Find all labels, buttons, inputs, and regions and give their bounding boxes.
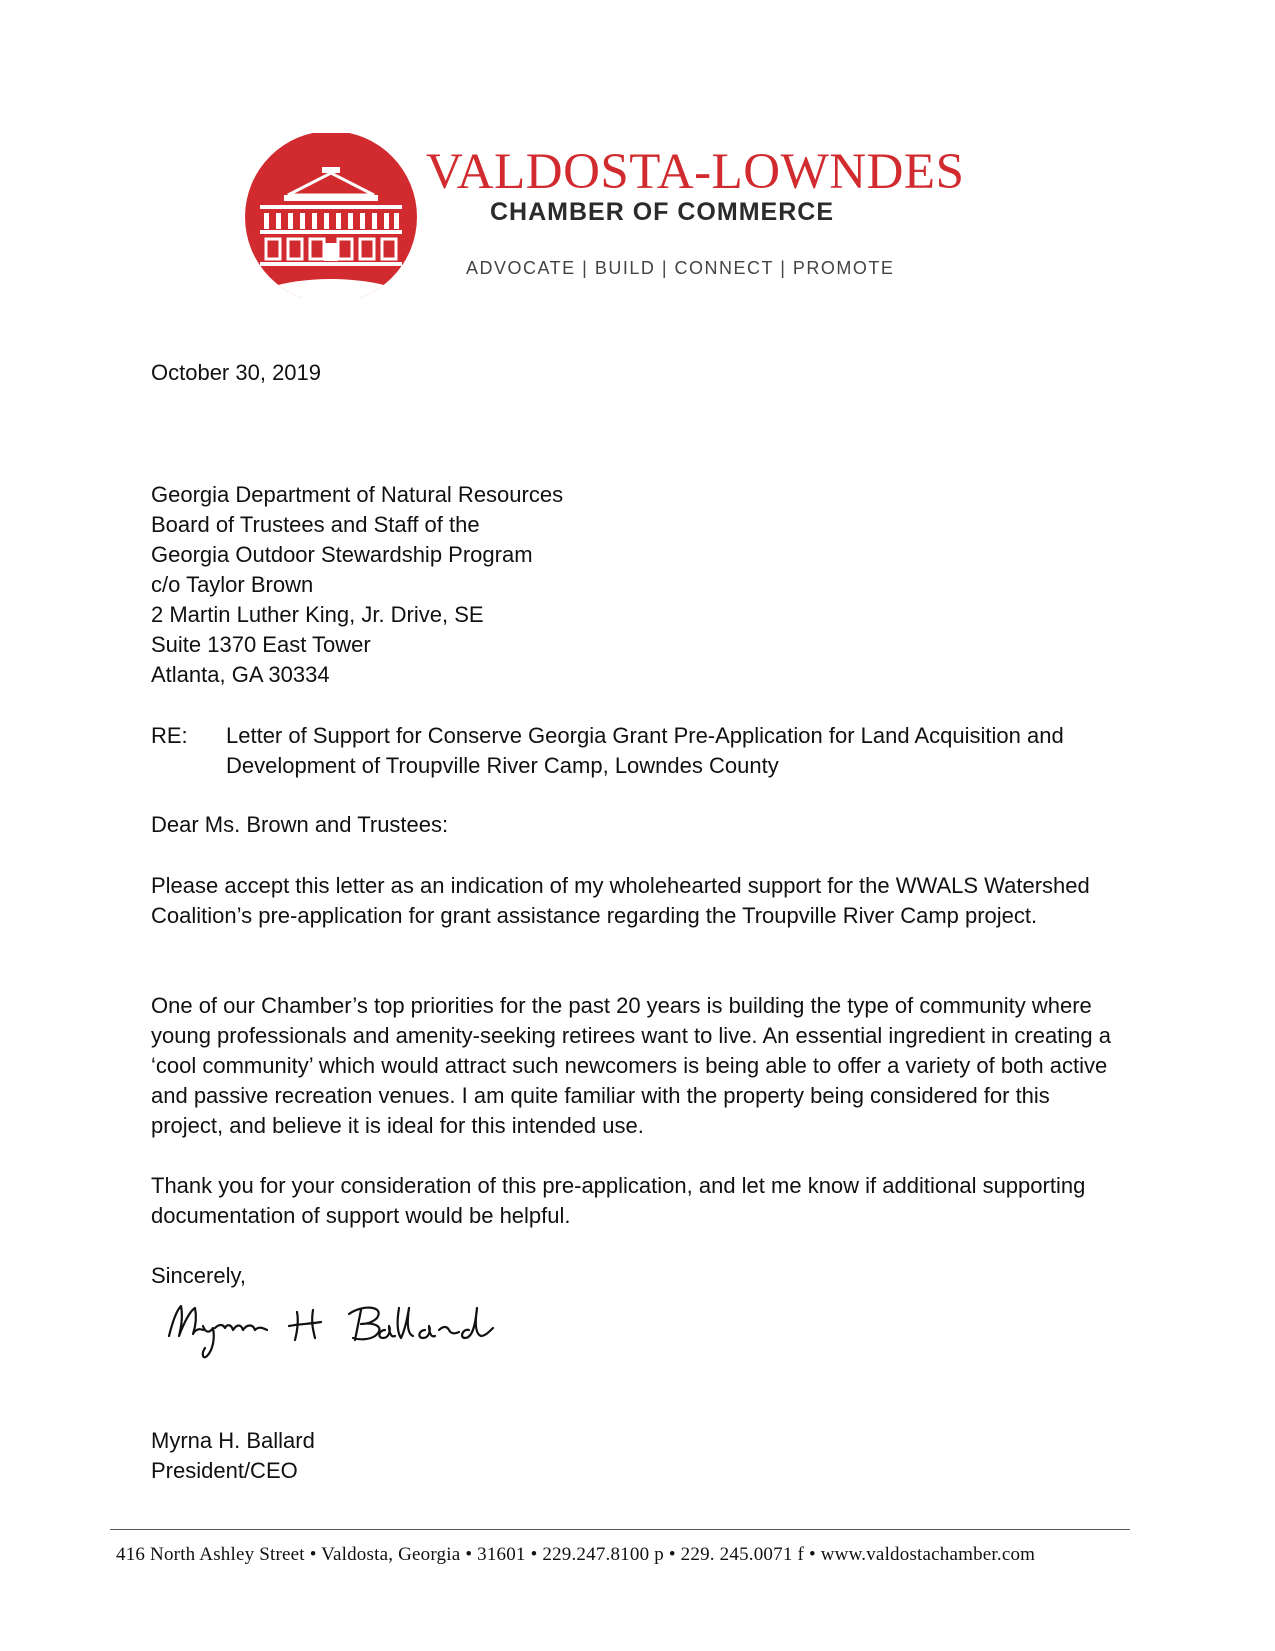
- address-line: 2 Martin Luther King, Jr. Drive, SE: [151, 602, 484, 627]
- chamber-logo-emblem: [236, 133, 426, 298]
- re-label: RE:: [151, 723, 188, 748]
- handwritten-signature: [163, 1290, 508, 1365]
- body-paragraph: Please accept this letter as an indication of my wholehearted support for the WWALS Watershed Coalition’s pre-application for grant assistance regarding the Troupville River Camp project.: [151, 873, 1090, 928]
- address-line: Georgia Outdoor Stewardship Program: [151, 542, 533, 567]
- courthouse-emblem-icon: [236, 133, 426, 298]
- signer-block: [151, 1426, 315, 1486]
- re-subject: Letter of Support for Conserve Georgia Grant Pre-Application for Land Acquisition and Development of Troupville River Camp, Lowndes County: [226, 723, 1064, 778]
- address-line: Atlanta, GA 30334: [151, 662, 330, 687]
- address-line: Board of Trustees and Staff of the: [151, 512, 480, 537]
- signer-name: Myrna H. Ballard: [151, 1428, 315, 1453]
- org-name: VALDOSTA-LOWNDES: [426, 144, 965, 200]
- address-line: Suite 1370 East Tower: [151, 632, 371, 657]
- org-tagline: ADVOCATE | BUILD | CONNECT | PROMOTE: [466, 258, 895, 278]
- address-line: c/o Taylor Brown: [151, 572, 314, 597]
- closing: Sincerely,: [151, 1263, 246, 1288]
- footer-contact: 416 North Ashley Street • Valdosta, Georgia • 31601 • 229.247.8100 p • 229. 245.0071 f • www.valdostachamber.com: [116, 1544, 1036, 1565]
- body-paragraph: Thank you for your consideration of this pre-application, and let me know if additional supporting documentation of support would be helpful.: [151, 1173, 1086, 1228]
- body-paragraph: One of our Chamber’s top priorities for the past 20 years is building the type of community where young professionals and amenity-seeking retirees want to live. An essential ingredient in creating a ‘cool community’ which would attract such newcomers is being able to offer a variety of both active and passive recreation venues. I am quite familiar with the property being considered for this project, and believe it is ideal for this intended use.: [151, 993, 1111, 1138]
- org-subtitle: CHAMBER OF COMMERCE: [490, 198, 834, 226]
- address-line: Georgia Department of Natural Resources: [151, 482, 564, 507]
- letter-date: October 30, 2019: [151, 360, 322, 385]
- footer-divider: [110, 1529, 1130, 1530]
- signer-title: President/CEO: [151, 1458, 298, 1483]
- inside-address: [151, 480, 563, 690]
- salutation: Dear Ms. Brown and Trustees:: [151, 812, 449, 837]
